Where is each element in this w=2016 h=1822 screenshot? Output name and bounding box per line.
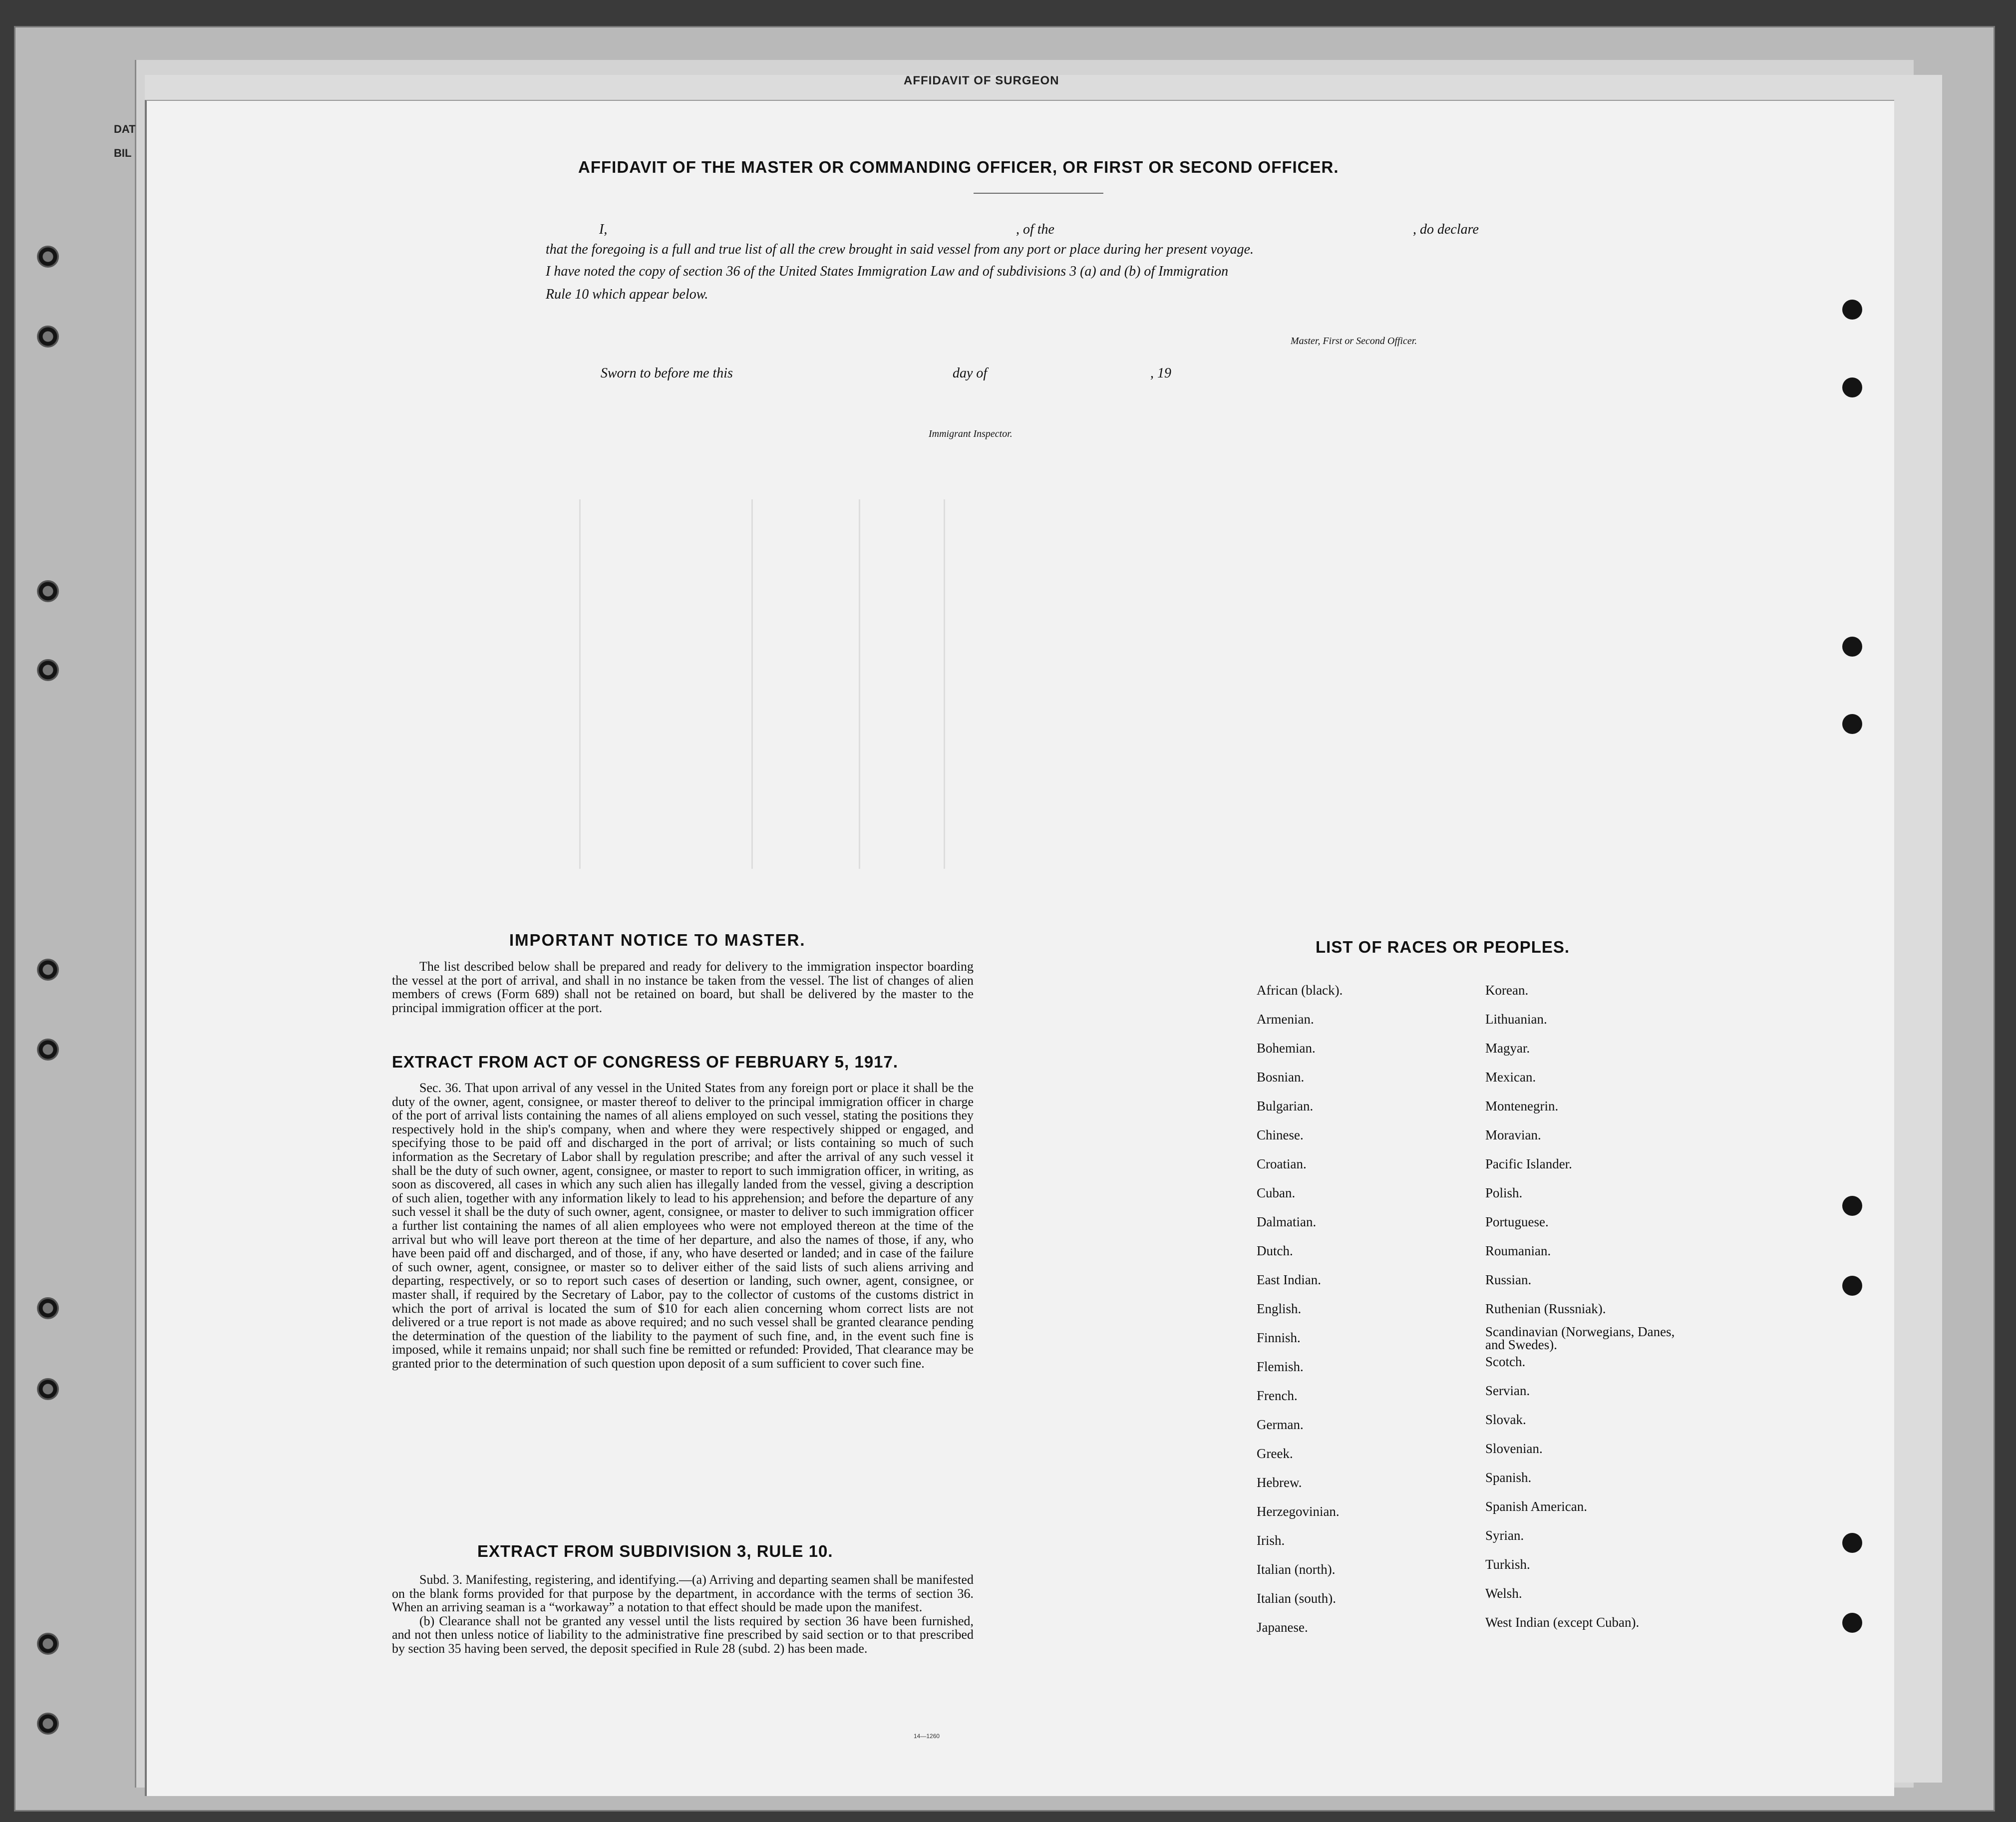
race-item: German. xyxy=(1257,1417,1304,1432)
affidavit-line3: I have noted the copy of section 36 of the United States Immigration Law and of subdivisions 3 (a) and (b) of Immigration xyxy=(546,264,1229,279)
races-column-1 xyxy=(1257,983,1343,1649)
form-code: 14—1260 xyxy=(914,1733,940,1740)
race-item: Spanish. xyxy=(1485,1470,1532,1485)
title-underline xyxy=(974,193,1103,194)
show-through-line xyxy=(859,499,860,869)
back-edge-label-1: DAT xyxy=(114,123,136,135)
race-item: Irish. xyxy=(1257,1533,1285,1548)
binder-hole-icon xyxy=(1842,1613,1862,1633)
act-extract-title: EXTRACT FROM ACT OF CONGRESS OF FEBRUARY 5, 1917. xyxy=(392,1053,899,1071)
race-item: Montenegrin. xyxy=(1485,1098,1559,1113)
year-text: , 19 xyxy=(1150,365,1171,381)
race-item: English. xyxy=(1257,1301,1302,1316)
binder-hole-icon xyxy=(37,1378,59,1400)
affidavit-title: AFFIDAVIT OF THE MASTER OR COMMANDING OFFICER, OR FIRST OR SECOND OFFICER. xyxy=(578,158,1339,176)
race-item: Korean. xyxy=(1485,983,1529,998)
binder-hole-icon xyxy=(37,326,59,348)
race-item: Armenian. xyxy=(1257,1012,1314,1027)
race-item: Cuban. xyxy=(1257,1185,1296,1200)
race-item: Moravian. xyxy=(1485,1127,1541,1142)
binder-hole-icon xyxy=(37,1297,59,1319)
race-item: Polish. xyxy=(1485,1185,1523,1200)
race-item: French. xyxy=(1257,1388,1298,1403)
race-item: Lithuanian. xyxy=(1485,1012,1547,1027)
race-item: Russian. xyxy=(1485,1272,1532,1287)
binder-hole-icon xyxy=(37,1713,59,1735)
race-item: Greek. xyxy=(1257,1446,1293,1461)
race-item: Bohemian. xyxy=(1257,1041,1316,1056)
binder-hole-icon xyxy=(1842,714,1862,734)
race-item: African (black). xyxy=(1257,983,1343,998)
race-item: Bosnian. xyxy=(1257,1070,1305,1085)
race-item: East Indian. xyxy=(1257,1272,1321,1287)
binder-hole-icon xyxy=(1842,637,1862,657)
race-item: Turkish. xyxy=(1485,1557,1530,1572)
race-item: Finnish. xyxy=(1257,1330,1301,1345)
race-item: Bulgarian. xyxy=(1257,1098,1314,1113)
race-item: Croatian. xyxy=(1257,1156,1307,1171)
race-item: Slovenian. xyxy=(1485,1441,1543,1456)
binder-hole-icon xyxy=(37,580,59,602)
race-item: Scandinavian (Norwegians, Danes, and Swedes). xyxy=(1485,1324,1675,1352)
race-item: Flemish. xyxy=(1257,1359,1304,1374)
race-item: Italian (north). xyxy=(1257,1562,1336,1577)
binder-hole-icon xyxy=(1842,300,1862,320)
race-item: Servian. xyxy=(1485,1383,1530,1398)
show-through-line xyxy=(751,499,753,869)
race-item: Italian (south). xyxy=(1257,1591,1336,1606)
race-item: Portuguese. xyxy=(1485,1214,1549,1229)
rule-extract-text-a: Subd. 3. Manifesting, registering, and identifying.—(a) Arriving and departing seamen shall be manifested on the blank forms provided for that purpose by the department, in accordance with the terms of section 36. When an arriving seaman is a “workaway” a notation to that effect should be made upon the manifest. xyxy=(392,1572,974,1615)
race-item: Mexican. xyxy=(1485,1070,1536,1085)
day-of-text: day of xyxy=(953,365,988,381)
act-extract-body xyxy=(392,1081,974,1370)
race-item: Ruthenian (Russniak). xyxy=(1485,1301,1606,1316)
race-item: Dalmatian. xyxy=(1257,1214,1317,1229)
affidavit-line2: that the foregoing is a full and true list of all the crew brought in said vessel from any port or place during her present voyage. xyxy=(546,242,1254,257)
race-item: Herzegovinian. xyxy=(1257,1504,1340,1519)
race-item: Hebrew. xyxy=(1257,1475,1302,1490)
races-title: LIST OF RACES OR PEOPLES. xyxy=(1316,938,1570,956)
binder-hole-icon xyxy=(1842,377,1862,397)
race-item: Syrian. xyxy=(1485,1528,1524,1543)
race-item: Roumanian. xyxy=(1485,1243,1551,1258)
binder-hole-icon xyxy=(1842,1196,1862,1216)
affidavit-line1-i: I, xyxy=(599,222,608,237)
affidavit-line1-declare: , do declare xyxy=(1413,222,1479,237)
notice-body xyxy=(392,960,974,1015)
show-through-line xyxy=(944,499,945,869)
binder-hole-icon xyxy=(37,246,59,268)
show-through-line xyxy=(579,499,581,869)
sworn-text: Sworn to before me this xyxy=(601,365,733,381)
inspector-label: Immigrant Inspector. xyxy=(929,428,1012,439)
race-item: Magyar. xyxy=(1485,1041,1530,1056)
binder-hole-icon xyxy=(37,1039,59,1061)
back-edge-label-2: BIL xyxy=(114,147,132,159)
binder-hole-icon xyxy=(1842,1533,1862,1553)
affidavit-line1-of: , of the xyxy=(1016,222,1054,237)
race-item: West Indian (except Cuban). xyxy=(1485,1615,1640,1630)
race-item: Chinese. xyxy=(1257,1127,1304,1142)
binder-hole-icon xyxy=(1842,1276,1862,1296)
race-item: Japanese. xyxy=(1257,1620,1308,1635)
race-item: Dutch. xyxy=(1257,1243,1293,1258)
race-item: Pacific Islander. xyxy=(1485,1156,1572,1171)
binder-hole-icon xyxy=(37,1633,59,1655)
back-sheet-header: AFFIDAVIT OF SURGEON xyxy=(904,74,1059,87)
binder-hole-icon xyxy=(37,659,59,681)
rule-extract-title: EXTRACT FROM SUBDIVISION 3, RULE 10. xyxy=(477,1542,833,1560)
signature-label: Master, First or Second Officer. xyxy=(1291,336,1417,347)
race-item: Slovak. xyxy=(1485,1412,1526,1427)
act-extract-text: Sec. 36. That upon arrival of any vessel in the United States from any foreign port or place it shall be the duty of the owner, agent, consignee, or master thereof to deliver to the principal immigration officer in charge of the port of arrival lists containing the names of all aliens employed on such vessel, stating the positions they respectively hold in the ship's company, when and where they were respectively shipped or engaged, and specifying those to be paid off and discharged in the port of arrival; or lists containing so much of such information as the Secretary of Labor shall by regulation prescribe; and after the arrival of any such vessel it shall be the duty of such owner, agent, consignee, or master to report to such immigration officer, in writing, as soon as discovered, all cases in which any such alien has illegally landed from the vessel, giving a description of such alien, together with any information likely to lead to his apprehension; and before the departure of any such vessel it shall be the duty of such owner, agent, consignee, or master to deliver to such immigration officer a further list containing the names of all alien employees who were not employed thereon at the time of the arrival but who will leave port thereon at the time of her departure, and also the names of those, if any, who have been paid off and discharged, and of those, if any, who have deserted or landed; and in case of the failure of such owner, agent, consignee, or master so to deliver either of the said lists of such aliens arriving and departing, respectively, or so to report such cases of desertion or landing, such owner, agent, consignee, or master shall, if required by the Secretary of Labor, pay to the collector of customs of the customs district in which the port of arrival is located the sum of $10 for each alien concerning whom correct lists are not delivered or a true report is not made as above required; and no such vessel shall be granted clearance pending the determination of the question of the liability to the payment of such fine, and, in the event such fine is imposed, while it remains unpaid; nor shall such fine be remitted or refunded: Provided, That clearance may be granted prior to the determination of such question upon deposit of a sum sufficient to cover such fine. xyxy=(392,1081,974,1371)
race-item: Welsh. xyxy=(1485,1586,1522,1601)
notice-title: IMPORTANT NOTICE TO MASTER. xyxy=(509,931,806,949)
race-item: Spanish American. xyxy=(1485,1499,1587,1514)
notice-text: The list described below shall be prepared and ready for delivery to the immigration inspector boarding the vessel at the port of arrival, and shall in no instance be taken from the vessel. The list of changes of alien members of crews (Form 689) shall not be retained on board, but shall be delivered by the master to the principal immigration officer at the port. xyxy=(392,959,974,1015)
binder-hole-icon xyxy=(37,959,59,981)
races-column-2 xyxy=(1485,983,1695,1644)
affidavit-line4: Rule 10 which appear below. xyxy=(546,287,708,302)
race-item: Scotch. xyxy=(1485,1354,1526,1369)
rule-extract-body xyxy=(392,1573,974,1656)
rule-extract-text-b: (b) Clearance shall not be granted any vessel until the lists required by section 36 have been furnished, and not then unless notice of liability to the administrative fine prescribed by said section or to that prescribed by section 35 having been served, the deposit specified in Rule 28 (subd. 2) has been made. xyxy=(392,1613,974,1656)
